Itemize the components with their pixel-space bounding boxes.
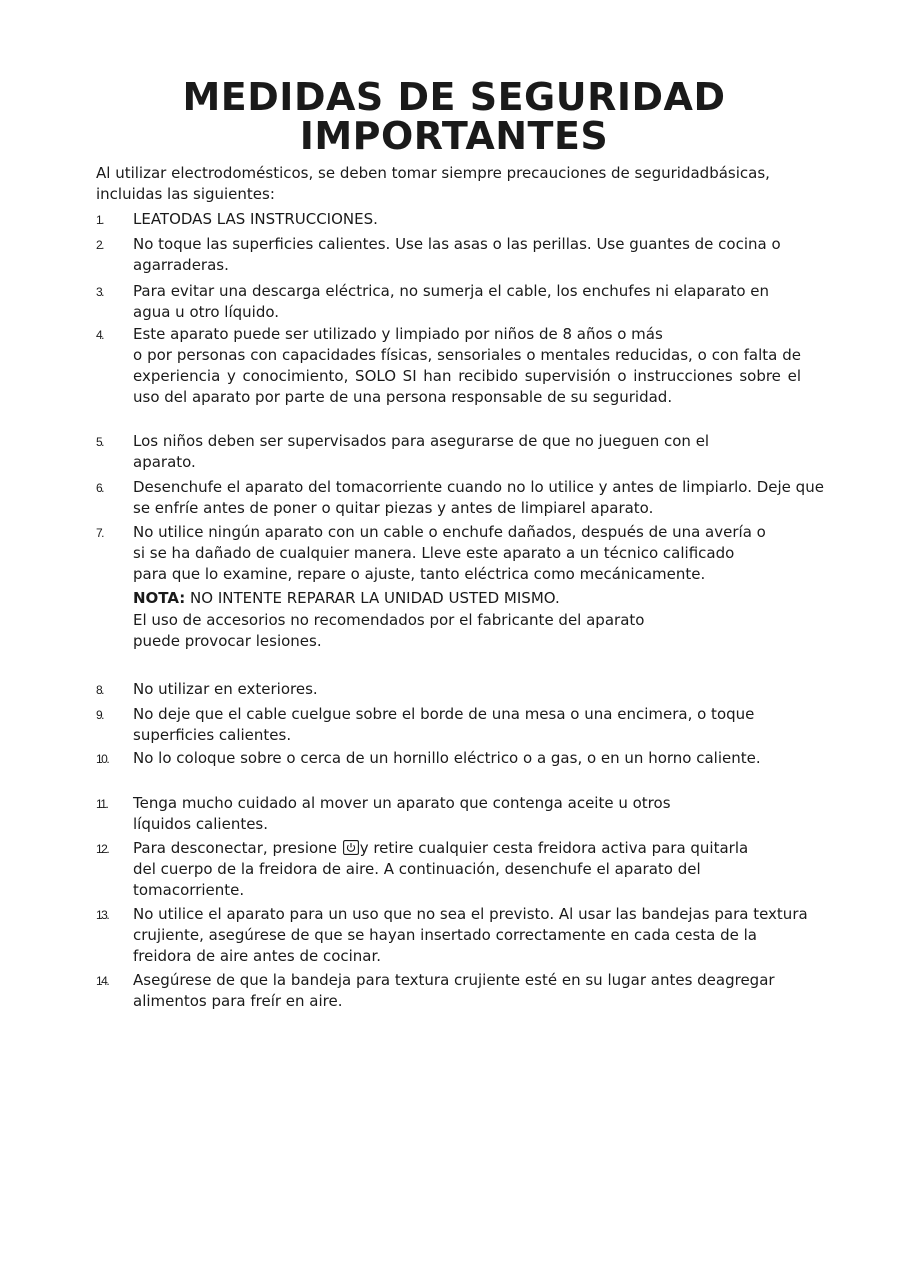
item-text: No lo coloque sobre o cerca de un hornillo eléctrico o a gas, o en un horno caliente. [133,749,761,767]
item-number: 5. [96,435,104,449]
item-number: 13. [96,908,109,922]
item-number: 14. [96,974,109,988]
item-text [133,522,773,652]
item-text-first-line: Este aparato puede ser utilizado y limpiado por niños de 8 años o más [133,325,663,343]
nota-label: NOTA: [133,589,186,607]
item-text-extra: El uso de accesorios no recomendados por el fabricante del aparato puede provocar lesiones. [133,611,645,650]
page-title-line2: IMPORTANTES [299,114,609,158]
item-number: 11. [96,797,108,811]
item-text: No deje que el cable cuelgue sobre el borde de una mesa o una encimera, o toque superficies calientes. [133,705,755,744]
item-text: Para evitar una descarga eléctrica, no sumerja el cable, los enchufes ni elaparato en agua u otro líquido. [133,282,770,321]
item-number: 2. [96,238,104,252]
item-number: 6. [96,481,104,495]
item-number: 3. [96,285,104,299]
nota-text: NO INTENTE REPARAR LA UNIDAD USTED MISMO. [185,589,560,607]
item-text [133,838,773,901]
item-text: Tenga mucho cuidado al mover un aparato que contenga aceite u otros líquidos calientes. [133,794,671,833]
item-text-before: Para desconectar, presione [133,839,342,857]
item-text-after: y retire cualquier cesta freidora activa para quitarla del cuerpo de la freidora de aire. A continuación, desenchufe el aparato del tomacorriente. [133,839,749,899]
item-number: 9. [96,708,104,722]
item-number: 7. [96,526,104,540]
item-text: No utilice el aparato para un uso que no sea el previsto. Al usar las bandejas para textura crujiente, asegúrese de que se hayan insertado correctamente en cada cesta de la freidora de aire antes de cocinar. [133,905,808,965]
item-number: 10. [96,752,109,766]
item-text: Desenchufe el aparato del tomacorriente cuando no lo utilice y antes de limpiarlo. Deje que se enfríe antes de poner o quitar piezas y antes de limpiarel aparato. [133,478,824,517]
item-text: No toque las superficies calientes. Use las asas o las perillas. Use guantes de cocina o agarraderas. [133,235,781,274]
item-text: LEATODAS LAS INSTRUCCIONES. [133,210,378,228]
item-number: 8. [96,683,104,697]
page-title-line1: MEDIDAS DE SEGURIDAD [182,75,726,119]
power-button-icon [343,840,359,855]
item-text: Los niños deben ser supervisados para asegurarse de que no jueguen con el aparato. [133,432,710,471]
item-text-rest: o por personas con capacidades físicas, sensoriales o mentales reducidas, o con falta de experiencia y conocimiento, SOLO SI han recibido supervisión o instrucciones sobre el uso del aparato por parte de una persona responsable de su seguridad. [133,346,801,406]
intro-paragraph: Al utilizar electrodomésticos, se deben tomar siempre precauciones de seguridadbásicas, incluidas las siguientes: [96,164,770,203]
item-text-main: No utilice ningún aparato con un cable o enchufe dañados, después de una avería o si se ha dañado de cualquier manera. Lleve este aparato a un técnico calificado para que lo examine, repare o ajuste, tanto eléctrica como mecánicamente. [133,523,766,583]
item-text: Asegúrese de que la bandeja para textura crujiente esté en su lugar antes deagregar alimentos para freír en aire. [133,971,775,1010]
nota-line [133,588,773,609]
item-number: 12. [96,842,109,856]
item-text: No utilizar en exteriores. [133,680,318,698]
item-text [133,324,813,408]
item-number: 4. [96,328,104,342]
item-number: 1. [96,213,104,227]
